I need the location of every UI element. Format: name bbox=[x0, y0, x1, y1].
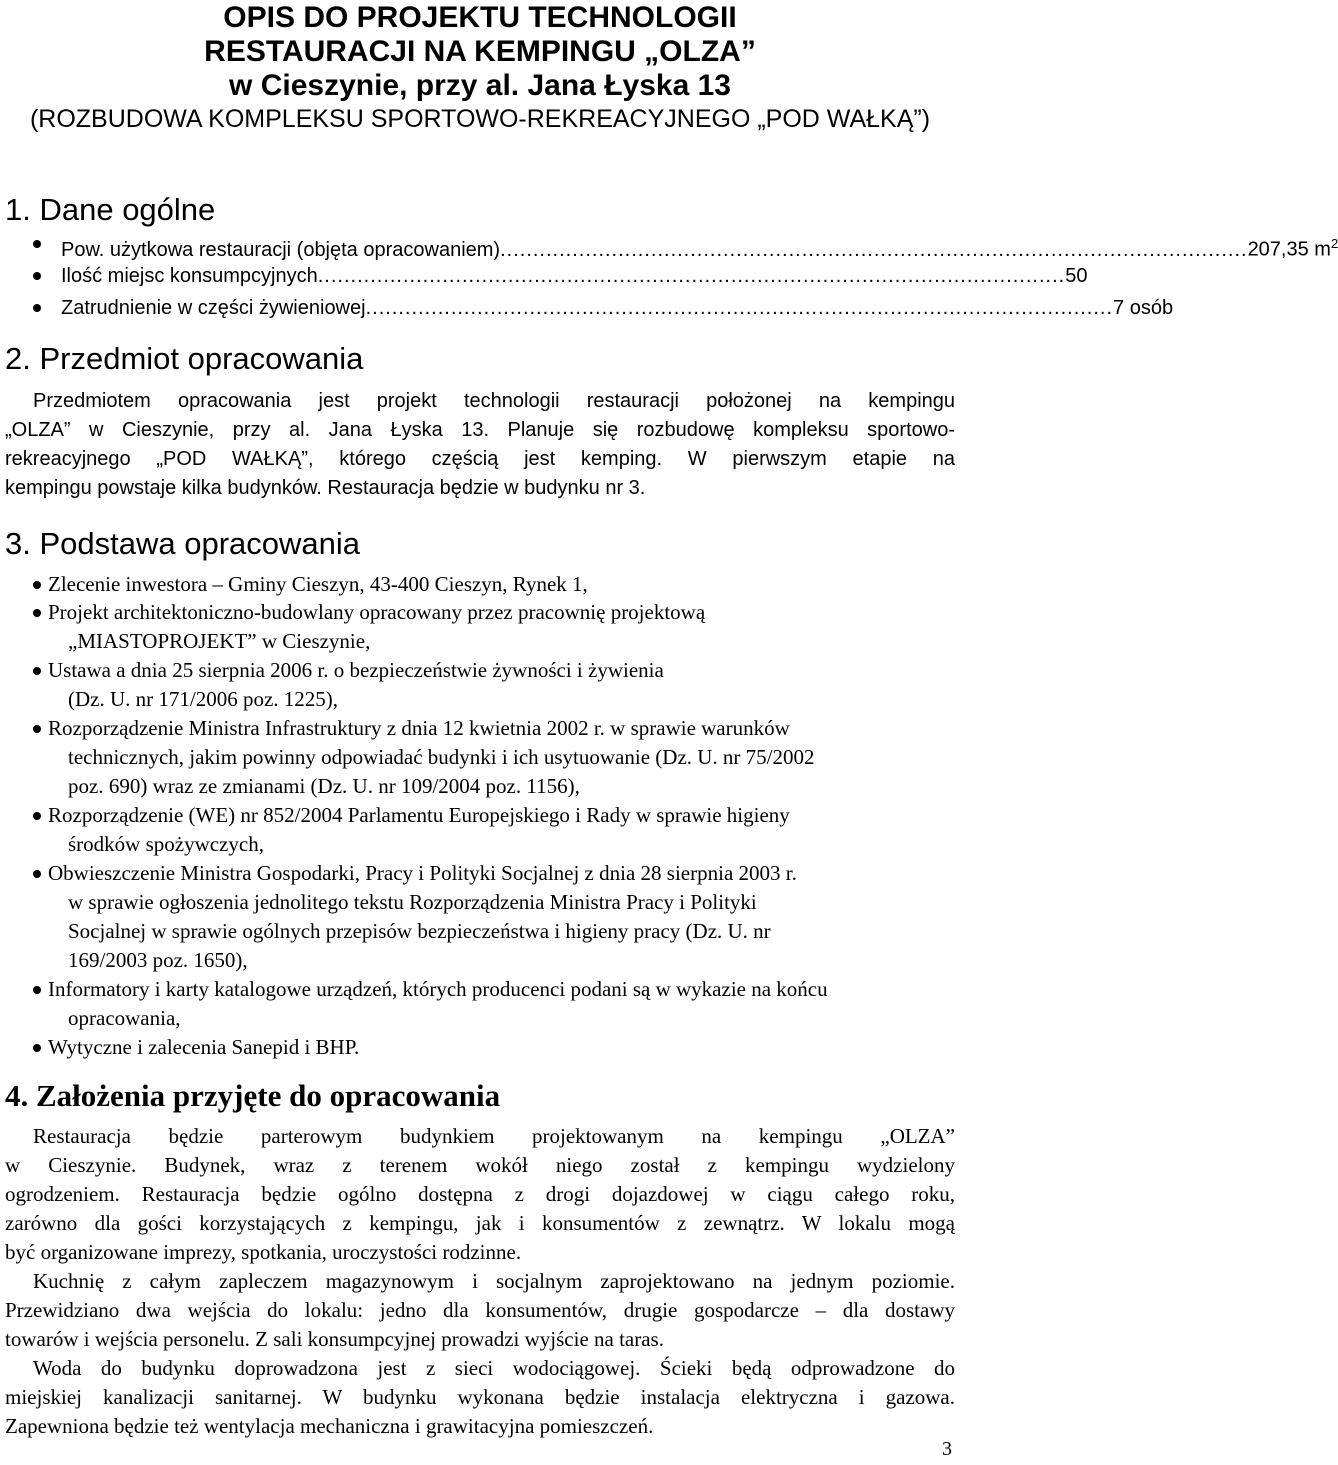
bullet-dot bbox=[33, 725, 41, 733]
section-4-p1-line: Restauracja będzie parterowym budynkiem projektowanym na kempingu „OLZA” bbox=[33, 1124, 955, 1148]
bullet-dot bbox=[33, 986, 41, 994]
bullet-dot bbox=[33, 870, 41, 878]
section-2-line: Przedmiotem opracowania jest projekt technologii restauracji położonej na kempingu bbox=[33, 390, 955, 412]
source-item-cont: w sprawie ogłoszenia jednolitego tekstu Rozporządzenia Ministra Pracy i Polityki bbox=[68, 890, 757, 914]
source-item: Obwieszczenie Ministra Gospodarki, Pracy i Polityki Socjalnej z dnia 28 sierpnia 2003 r. bbox=[48, 861, 797, 885]
title-subtitle: (ROZBUDOWA KOMPLEKSU SPORTOWO-REKREACYJNEGO „POD WAŁKĄ”) bbox=[29, 105, 931, 133]
summary-label: Zatrudnienie w części żywieniowej bbox=[61, 297, 366, 319]
source-item: Projekt architektoniczno-budowlany opracowany przez pracownię projektową bbox=[48, 600, 706, 624]
page-number: 3 bbox=[942, 1438, 952, 1460]
source-item-cont: (Dz. U. nr 171/2006 poz. 1225), bbox=[68, 687, 339, 711]
title-line-3: w Cieszynie, przy al. Jana Łyska 13 bbox=[229, 69, 731, 102]
summary-label: Pow. użytkowa restauracji (objęta opracowaniem) bbox=[61, 238, 501, 261]
dot-leader: .................................................................................................................. bbox=[500, 238, 1248, 261]
source-item: Rozporządzenie (WE) nr 852/2004 Parlamentu Europejskiego i Rady w sprawie higieny bbox=[48, 803, 790, 827]
summary-row-staff bbox=[61, 293, 1174, 323]
section-4-p1-line: zarówno dla gości korzystających z kempingu, jak i konsumentów z zewnątrz. W lokalu mogą bbox=[5, 1211, 955, 1235]
source-item: Rozporządzenie Ministra Infrastruktury z dnia 12 kwietnia 2002 r. w sprawie warunków bbox=[48, 716, 790, 740]
source-item-cont: poz. 690) wraz ze zmianami (Dz. U. nr 109/2004 poz. 1156), bbox=[68, 774, 580, 798]
summary-value: 7 osób bbox=[1113, 297, 1174, 319]
source-item: Informatory i karty katalogowe urządzeń, których producenci podani są w wykazie na końcu bbox=[48, 977, 828, 1001]
section-4-p2-line: Przewidziano dwa wejścia do lokalu: jedno dla konsumentów, drugie gospodarcze – dla dostawy bbox=[5, 1298, 955, 1322]
summary-value: 50 bbox=[1065, 265, 1088, 287]
bullet-dot bbox=[33, 667, 41, 675]
section-4-p1-line: w Cieszynie. Budynek, wraz z terenem wokół niego został z kempingu wydzielony bbox=[5, 1153, 955, 1177]
dot-leader: .................................................................................................................. bbox=[365, 297, 1114, 319]
summary-row-seats bbox=[61, 261, 1088, 291]
bullet-dot bbox=[33, 240, 41, 248]
title-line-2: RESTAURACJI NA KEMPINGU „OLZA” bbox=[204, 35, 756, 68]
section-4-p1-line: być organizowane imprezy, spotkania, uroczystości rodzinne. bbox=[5, 1240, 522, 1264]
bullet-dot bbox=[33, 581, 41, 589]
source-item-cont: Socjalnej w sprawie ogólnych przepisów bezpieczeństwa i higieny pracy (Dz. U. nr bbox=[68, 919, 771, 943]
section-4-heading: 4. Założenia przyjęte do opracowania bbox=[5, 1078, 501, 1113]
section-4-p2-line: Kuchnię z całym zapleczem magazynowym i socjalnym zaprojektowano na jednym poziomie. bbox=[33, 1269, 955, 1293]
dot-leader: .................................................................................................................. bbox=[317, 265, 1066, 287]
section-4-p3-line: miejskiej kanalizacji sanitarnej. W budynku wykonana będzie instalacja elektryczna i gazowa. bbox=[5, 1385, 955, 1409]
bullet-dot bbox=[33, 1044, 41, 1052]
section-4-p2-line: towarów i wejścia personelu. Z sali konsumpcyjnej prowadzi wyjście na taras. bbox=[5, 1327, 664, 1351]
section-3-heading: 3. Podstawa opracowania bbox=[5, 526, 361, 561]
bullet-dot bbox=[33, 272, 41, 280]
bullet-dot bbox=[33, 609, 41, 617]
source-item-cont: technicznych, jakim powinny odpowiadać budynki i ich usytuowanie (Dz. U. nr 75/2002 bbox=[68, 745, 815, 769]
source-item-cont: 169/2003 poz. 1650), bbox=[68, 948, 248, 972]
source-item: Zlecenie inwestora – Gminy Cieszyn, 43-400 Cieszyn, Rynek 1, bbox=[48, 572, 588, 596]
section-4-p3-line: Zapewniona będzie też wentylacja mechaniczna i grawitacyjna pomieszczeń. bbox=[5, 1414, 654, 1438]
bullet-dot bbox=[33, 812, 41, 820]
section-2-heading: 2. Przedmiot opracowania bbox=[5, 341, 364, 376]
summary-label: Ilość miejsc konsumpcyjnych bbox=[61, 265, 318, 287]
bullet-dot bbox=[33, 304, 41, 312]
section-2-line: „OLZA” w Cieszynie, przy al. Jana Łyska 13. Planuje się rozbudowę kompleksu sportowo- bbox=[5, 419, 955, 441]
summary-value: 207,35 $m^2$ bbox=[1247, 236, 1338, 261]
source-item: Wytyczne i zalecenia Sanepid i BHP. bbox=[48, 1035, 360, 1059]
source-item-cont: opracowania, bbox=[68, 1006, 181, 1030]
section-4-p3-line: Woda do budynku doprowadzona jest z sieci wodociągowej. Ścieki będą odprowadzone do bbox=[33, 1356, 955, 1380]
section-4-p1-line: ogrodzeniem. Restauracja będzie ogólno dostępna z drogi dojazdowej w ciągu całego roku, bbox=[5, 1182, 955, 1206]
summary-row-area bbox=[61, 229, 1338, 261]
source-item: Ustawa a dnia 25 sierpnia 2006 r. o bezpieczeństwie żywności i żywienia bbox=[48, 658, 664, 682]
source-item-cont: „MIASTOPROJEKT” w Cieszynie, bbox=[68, 629, 371, 653]
section-2-line: kempingu powstaje kilka budynków. Restauracja będzie w budynku nr 3. bbox=[5, 477, 646, 499]
section-2-line: rekreacyjnego „POD WAŁKĄ”, którego częścią jest kemping. W pierwszym etapie na bbox=[5, 448, 955, 470]
section-1-heading: 1. Dane ogólne bbox=[5, 192, 216, 227]
source-item-cont: środków spożywczych, bbox=[68, 832, 264, 856]
title-line-1: OPIS DO PROJEKTU TECHNOLOGII bbox=[223, 1, 737, 34]
